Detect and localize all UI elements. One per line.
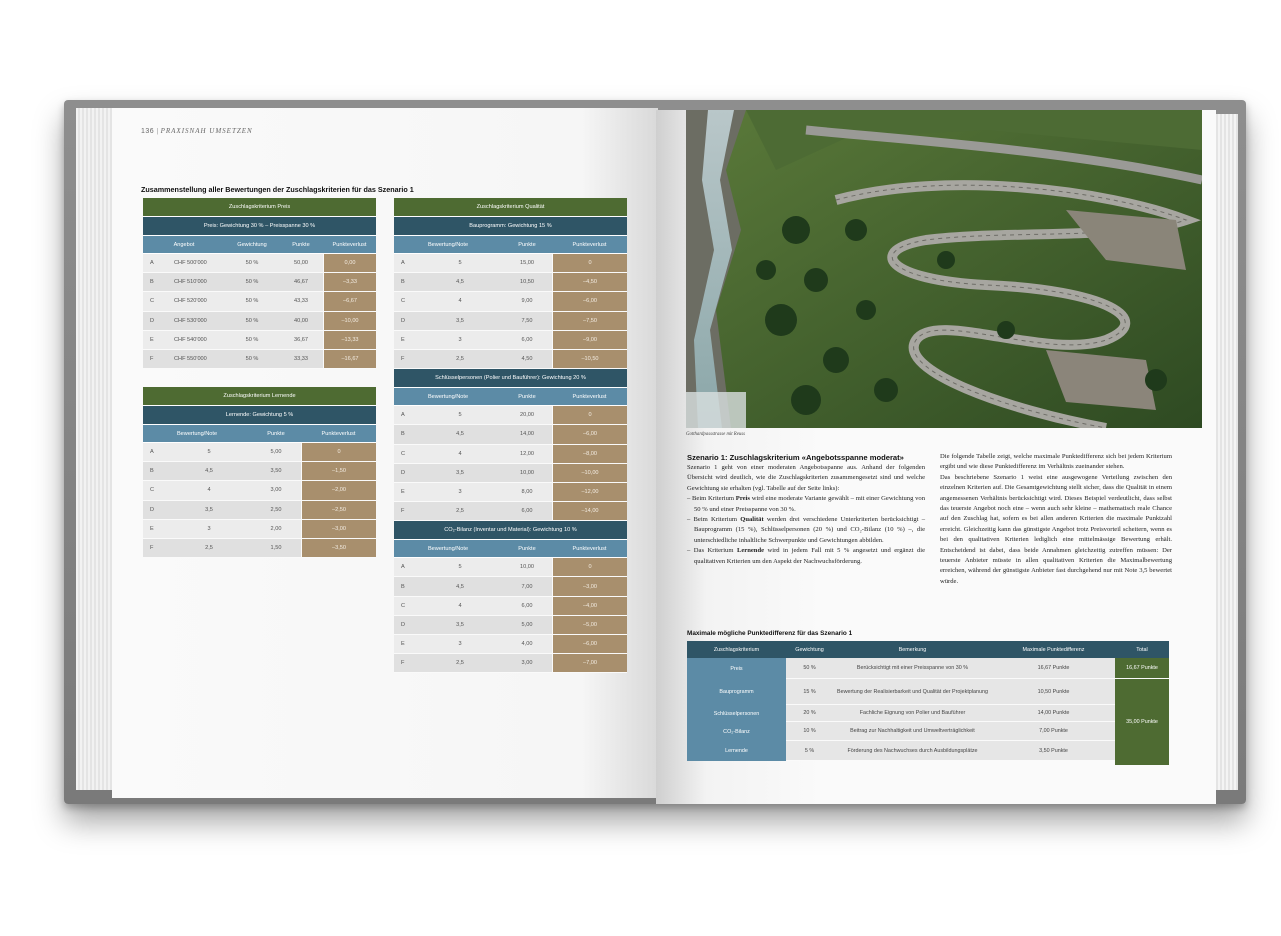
table-cell: D (394, 464, 418, 482)
table-cell: 8,00 (502, 483, 552, 501)
table-row (394, 312, 627, 331)
table-cell: 50,00 (279, 254, 323, 272)
table-cell: 4,5 (418, 425, 502, 443)
table-cell: C (394, 445, 418, 463)
table-row (394, 464, 627, 483)
table-cell: 20 % (786, 705, 833, 722)
table-cell: 5 (418, 254, 502, 272)
loss-cell: –14,00 (552, 502, 627, 520)
table-cell: 5 (418, 558, 502, 576)
criterion-cell: CO₂-Bilanz (687, 722, 786, 741)
bullet-preis: – Beim Kriterium Preis wird eine moderate Variante gewählt – mit einer Gewichtung von 50 % und einer Preisspanne von 30 %. (687, 495, 925, 513)
criterion-cell: Schlüsselpersonen (687, 705, 786, 722)
table-row (394, 292, 627, 311)
loss-cell: –2,50 (301, 501, 376, 519)
table-cell: B (143, 273, 167, 291)
table-preis (143, 198, 376, 369)
table-cell: 50 % (225, 273, 279, 291)
header-cell: Bewertung/Note (427, 545, 469, 552)
table-cell: 2,00 (251, 520, 301, 538)
table-cell: 4 (418, 445, 502, 463)
running-title: PRAXISNAH UMSETZEN (160, 127, 253, 135)
table-cell: E (394, 635, 418, 653)
text-column-right (940, 452, 1172, 587)
table-cell: 4,50 (502, 350, 552, 368)
loss-cell: –1,50 (301, 462, 376, 480)
running-head-separator: | (156, 127, 161, 135)
table-body (687, 658, 1169, 765)
table-row (394, 406, 627, 425)
loss-cell: –9,00 (552, 331, 627, 349)
header-cell: Bewertung/Note (427, 241, 469, 248)
table-sections (394, 217, 627, 673)
table-cell: 43,33 (279, 292, 323, 310)
table-cell: C (143, 481, 167, 499)
table-cell: A (143, 443, 167, 461)
loss-cell: –2,00 (301, 481, 376, 499)
photo-illustration (686, 110, 1202, 428)
table-cell: 20,00 (502, 406, 552, 424)
loss-cell: –10,50 (552, 350, 627, 368)
table-cell: 4,5 (167, 462, 251, 480)
loss-cell: –4,00 (552, 597, 627, 615)
header-cell: Zuschlagskriterium (713, 646, 760, 653)
loss-cell: –6,00 (552, 635, 627, 653)
table-cell: 50 % (786, 658, 833, 679)
page-edges-left (76, 108, 116, 790)
table-body (394, 558, 627, 673)
loss-cell: –6,67 (323, 292, 376, 310)
table-row (687, 741, 1115, 761)
table-cell: 3,5 (418, 312, 502, 330)
photo-caption: Gotthardpassstrasse mit Reuss (686, 432, 745, 437)
table-subtitle: Lernende: Gewichtung 5 % (143, 406, 376, 425)
table-cell: 1,50 (251, 539, 301, 557)
table-row (394, 483, 627, 502)
table-cell: 3 (167, 520, 251, 538)
table-cell: 10,00 (502, 558, 552, 576)
table-row (143, 312, 376, 331)
table-cell: 7,00 (502, 577, 552, 595)
scenario-intro: Szenario 1 geht von einer moderaten Angebotsspanne aus. Anhand der folgenden Übersicht wird deutlich, wie die Zuschlagskriterien zusammengesetzt sind und welche Gewichtung sie erhalten (vgl. Tabelle auf der Seite links): (687, 464, 925, 492)
table-header (394, 236, 627, 254)
header-cell: Punkteverlust (572, 545, 607, 552)
table-cell: C (394, 292, 418, 310)
table-cell: 50 % (225, 350, 279, 368)
table-cell: B (394, 273, 418, 291)
keyword: Preis (735, 495, 750, 503)
table-cell: 2,5 (418, 654, 502, 672)
loss-cell: 0,00 (323, 254, 376, 272)
table-cell: 3,00 (251, 481, 301, 499)
paragraph: Die folgende Tabelle zeigt, welche maximale Punktedifferenz sich bei jedem Kriterium ergibt und wie diese Punktedifferenz im Verhältnis zueinander stehen. (940, 453, 1172, 471)
table-cell: 3,00 (502, 654, 552, 672)
table-body (143, 254, 376, 369)
table-row (143, 350, 376, 369)
header-cell: Punkte (292, 241, 310, 248)
loss-cell: –7,00 (552, 654, 627, 672)
header-cell: Punkte (267, 430, 285, 437)
table-row (143, 539, 376, 558)
table-lernende (143, 387, 376, 558)
table-row (394, 425, 627, 444)
table-cell: 12,00 (502, 445, 552, 463)
table-cell: 2,5 (418, 502, 502, 520)
table-cell: 2,50 (251, 501, 301, 519)
table-cell: 10,50 Punkte (992, 679, 1115, 705)
loss-cell: –5,00 (552, 616, 627, 634)
loss-cell: –6,00 (552, 425, 627, 443)
header-cell: Punkte (518, 545, 536, 552)
total-column (1115, 658, 1169, 765)
table-row (143, 481, 376, 500)
loss-cell: –3,33 (323, 273, 376, 291)
table-cell: 50 % (225, 331, 279, 349)
criterion-cell: Preis (687, 658, 786, 679)
table-row (687, 658, 1115, 679)
table-cell: 2,5 (167, 539, 251, 557)
table-cell: A (394, 254, 418, 272)
table-row (394, 616, 627, 635)
text-column-left (687, 452, 925, 567)
table-cell: F (394, 350, 418, 368)
table-row (394, 654, 627, 673)
table-cell: A (394, 558, 418, 576)
table-cell: 3,5 (418, 464, 502, 482)
table-cell: E (394, 483, 418, 501)
table-cell: 3,5 (167, 501, 251, 519)
loss-cell: –12,00 (552, 483, 627, 501)
table-row (394, 273, 627, 292)
scenario-heading: Szenario 1: Zuschlagskriterium «Angebotsspanne moderat» (687, 453, 904, 462)
table-cell: CHF 550'000 (167, 350, 225, 368)
table-cell: F (394, 502, 418, 520)
table-cell: 15,00 (502, 254, 552, 272)
section-title: Zusammenstellung aller Bewertungen der Zuschlagskriterien für das Szenario 1 (141, 185, 414, 194)
page-number: 136 (141, 128, 155, 135)
table-cell: 10 % (786, 722, 833, 741)
table-cell: 6,00 (502, 331, 552, 349)
table-cell: 14,00 Punkte (992, 705, 1115, 722)
table-cell: 10,00 (502, 464, 552, 482)
table-cell: 5 % (786, 741, 833, 761)
table-cell: 6,00 (502, 502, 552, 520)
table-cell: 3,50 (251, 462, 301, 480)
table-cell: 2,5 (418, 350, 502, 368)
bullet-lernende: – Das Kriterium Lernende wird in jedem Fall mit 5 % angesetzt und ergänzt die qualitativen Kriterien um den Aspekt der Nachwuchsförderung. (687, 547, 926, 565)
table-cell: 7,00 Punkte (992, 722, 1115, 741)
table-row (394, 502, 627, 521)
header-cell: Bewertung/Note (176, 430, 218, 437)
table-row (394, 350, 627, 369)
table-cell: B (143, 462, 167, 480)
table-cell: 5,00 (251, 443, 301, 461)
table-row (394, 597, 627, 616)
loss-cell: –13,33 (323, 331, 376, 349)
table-row (143, 520, 376, 539)
table-cell: D (143, 312, 167, 330)
table-header (143, 425, 376, 443)
header-cell: Punkteverlust (321, 430, 356, 437)
table-cell: D (394, 312, 418, 330)
table-cell: 36,67 (279, 331, 323, 349)
table-row (687, 705, 1115, 722)
table-cell: CHF 530'000 (167, 312, 225, 330)
table-cell: 3 (418, 331, 502, 349)
table-cell: B (394, 425, 418, 443)
table-cell: Berücksichtigt mit einer Preisspanne von 30 % (833, 658, 992, 679)
table-row (143, 254, 376, 273)
table-subtitle: Bauprogramm: Gewichtung 15 % (394, 217, 627, 236)
table-cell: A (394, 406, 418, 424)
table-cell: Bewertung der Realisierbarkeit und Qualität der Projektplanung (833, 679, 992, 705)
loss-cell: 0 (552, 406, 627, 424)
table-cell: 10,50 (502, 273, 552, 291)
header-cell: Punkte (518, 393, 536, 400)
table-cell: A (143, 254, 167, 272)
table-row (394, 331, 627, 350)
table-row (394, 254, 627, 273)
table-header (687, 641, 1169, 658)
table-cell: CHF 510'000 (167, 273, 225, 291)
loss-cell: 0 (301, 443, 376, 461)
table-cell: Fachliche Eignung von Polier und Bauführer (833, 705, 992, 722)
header-cell: Punkte (518, 241, 536, 248)
table-cell: 3,50 Punkte (992, 741, 1115, 761)
table-title: Zuschlagskriterium Qualität (394, 198, 627, 217)
criterion-cell: Bauprogramm (687, 679, 786, 705)
header-cell: Punkteverlust (572, 393, 607, 400)
table-cell: 9,00 (502, 292, 552, 310)
table-cell: 50 % (225, 312, 279, 330)
table-subtitle: Preis: Gewichtung 30 % – Preisspanne 30 % (143, 217, 376, 236)
table-cell: CHF 520'000 (167, 292, 225, 310)
table-cell: CHF 500'000 (167, 254, 225, 272)
table-row (394, 577, 627, 596)
total-quality: 35,00 Punkte (1115, 679, 1169, 765)
loss-cell: –10,00 (552, 464, 627, 482)
table-title: Zuschlagskriterium Preis (143, 198, 376, 217)
table-cell: 4 (418, 597, 502, 615)
table-body (394, 254, 627, 369)
keyword: Qualität (740, 516, 764, 524)
table-cell: Beitrag zur Nachhaltigkeit und Umweltverträglichkeit (833, 722, 992, 741)
table-cell: 4,00 (502, 635, 552, 653)
table-body (394, 406, 627, 521)
table-cell: 5,00 (502, 616, 552, 634)
table-subtitle: CO₂-Bilanz (Inventar und Material): Gewichtung 10 % (394, 521, 627, 540)
table-cell: 4,5 (418, 577, 502, 595)
table-cell: 15 % (786, 679, 833, 705)
table-row (394, 635, 627, 654)
table-cell: 50 % (225, 292, 279, 310)
table-row (143, 273, 376, 292)
header-cell: Punkteverlust (332, 241, 367, 248)
table-cell: 4 (418, 292, 502, 310)
table-header (143, 236, 376, 254)
header-cell: Bemerkung (898, 646, 927, 653)
table-cell: 50 % (225, 254, 279, 272)
table-body (143, 443, 376, 558)
table-cell: B (394, 577, 418, 595)
table-cell: E (394, 331, 418, 349)
header-cell: Gewichtung (237, 241, 267, 248)
header-cell: Total (1136, 646, 1148, 653)
table-cell: 5 (167, 443, 251, 461)
table-row (687, 679, 1115, 705)
running-head (141, 127, 253, 135)
table-row (143, 331, 376, 350)
header-cell: Bewertung/Note (427, 393, 469, 400)
loss-cell: –3,00 (301, 520, 376, 538)
table-row (143, 501, 376, 520)
table-cell: 5 (418, 406, 502, 424)
table-cell: 16,67 Punkte (992, 658, 1115, 679)
table-qualitaet (394, 198, 627, 673)
table-cell: C (143, 292, 167, 310)
table-cell: 14,00 (502, 425, 552, 443)
loss-cell: –6,00 (552, 292, 627, 310)
table-row (394, 445, 627, 464)
loss-cell: 0 (552, 254, 627, 272)
total-price: 16,67 Punkte (1115, 658, 1169, 679)
loss-cell: –3,50 (301, 539, 376, 557)
table-row (143, 443, 376, 462)
table-cell: F (143, 350, 167, 368)
table-cell: 3 (418, 635, 502, 653)
table-cell: CHF 540'000 (167, 331, 225, 349)
loss-cell: –3,00 (552, 577, 627, 595)
keyword: Lernende (736, 547, 765, 555)
table-cell: C (394, 597, 418, 615)
loss-cell: –10,00 (323, 312, 376, 330)
table-title: Zuschlagskriterium Lernende (143, 387, 376, 406)
paragraph: Das beschriebene Szenario 1 weist eine ausgewogene Verteilung zwischen den einzelnen Kriterien auf. Die Gesamtgewichtung stellt sicher, dass die Qualität in einem angemessenen Verhältnis berücksichtigt wird. Dieses Beispiel verdeutlicht, dass selbst das teuerste Angebot noch eine – wenn auch sehr kleine – mathematisch reale Chance auf den Zuschlag hat, sofern es bei allen anderen Kriterien die maximale Punktzahl erreicht. Gleichzeitig kann das günstigste Angebot trotz Preisvorteil scheitern, wenn es bei den qualitativen Kriterien lediglich eine mittelmässige Bewertung erhält. Entscheidend ist dabei, dass beide Annahmen gleichzeitig zutreffen müssen: Der teuerste Anbieter müsste in allen qualitativen Kriterien die Maximalbewertung erreichen, während der günstigste Anbieter fast durchgehend nur mit Note 3,5 bewertet würde. (940, 473, 1172, 585)
loss-cell: –7,50 (552, 312, 627, 330)
header-cell: Punkteverlust (572, 241, 607, 248)
header-cell: Gewichtung (795, 646, 824, 653)
table-cell: 4 (167, 481, 251, 499)
max-difference-table (687, 641, 1169, 765)
loss-cell: –16,67 (323, 350, 376, 368)
header-cell: Maximale Punktedifferenz (1022, 646, 1085, 653)
table-row (394, 558, 627, 577)
table-cell: 40,00 (279, 312, 323, 330)
header-cell: Angebot (173, 241, 195, 248)
table-subtitle: Schlüsselpersonen (Polier und Bauführer): Gewichtung 20 % (394, 369, 627, 388)
loss-cell: 0 (552, 558, 627, 576)
table-cell: 46,67 (279, 273, 323, 291)
table-header (394, 388, 627, 406)
table-cell: D (143, 501, 167, 519)
bullet-qualitaet: – Beim Kriterium Qualität werden drei verschiedene Unterkriterien berücksichtigt – Bauprogramm (15 %), Schlüsselpersonen (20 %) und CO₂-Bilanz (10 %) –, die unterschiedliche inhaltliche Schwerpunkte und Gewichtungen abbilden. (687, 516, 925, 544)
table-cell: 7,50 (502, 312, 552, 330)
table-row (687, 722, 1115, 741)
table-cell: F (394, 654, 418, 672)
table-cell: E (143, 520, 167, 538)
table-cell: F (143, 539, 167, 557)
table-cell: 3 (418, 483, 502, 501)
table-rows (687, 658, 1115, 765)
pass-road-photo (686, 110, 1202, 428)
table-cell: D (394, 616, 418, 634)
max-table-title: Maximale mögliche Punktedifferenz für das Szenario 1 (687, 630, 853, 637)
table-cell: Förderung des Nachwuchses durch Ausbildungsplätze (833, 741, 992, 761)
table-row (143, 292, 376, 311)
loss-cell: –4,50 (552, 273, 627, 291)
table-cell: 3,5 (418, 616, 502, 634)
criterion-cell: Lernende (687, 741, 786, 761)
table-cell: 33,33 (279, 350, 323, 368)
table-cell: 4,5 (418, 273, 502, 291)
loss-cell: –8,00 (552, 445, 627, 463)
table-cell: E (143, 331, 167, 349)
table-cell: 6,00 (502, 597, 552, 615)
table-row (143, 462, 376, 481)
table-header (394, 540, 627, 558)
